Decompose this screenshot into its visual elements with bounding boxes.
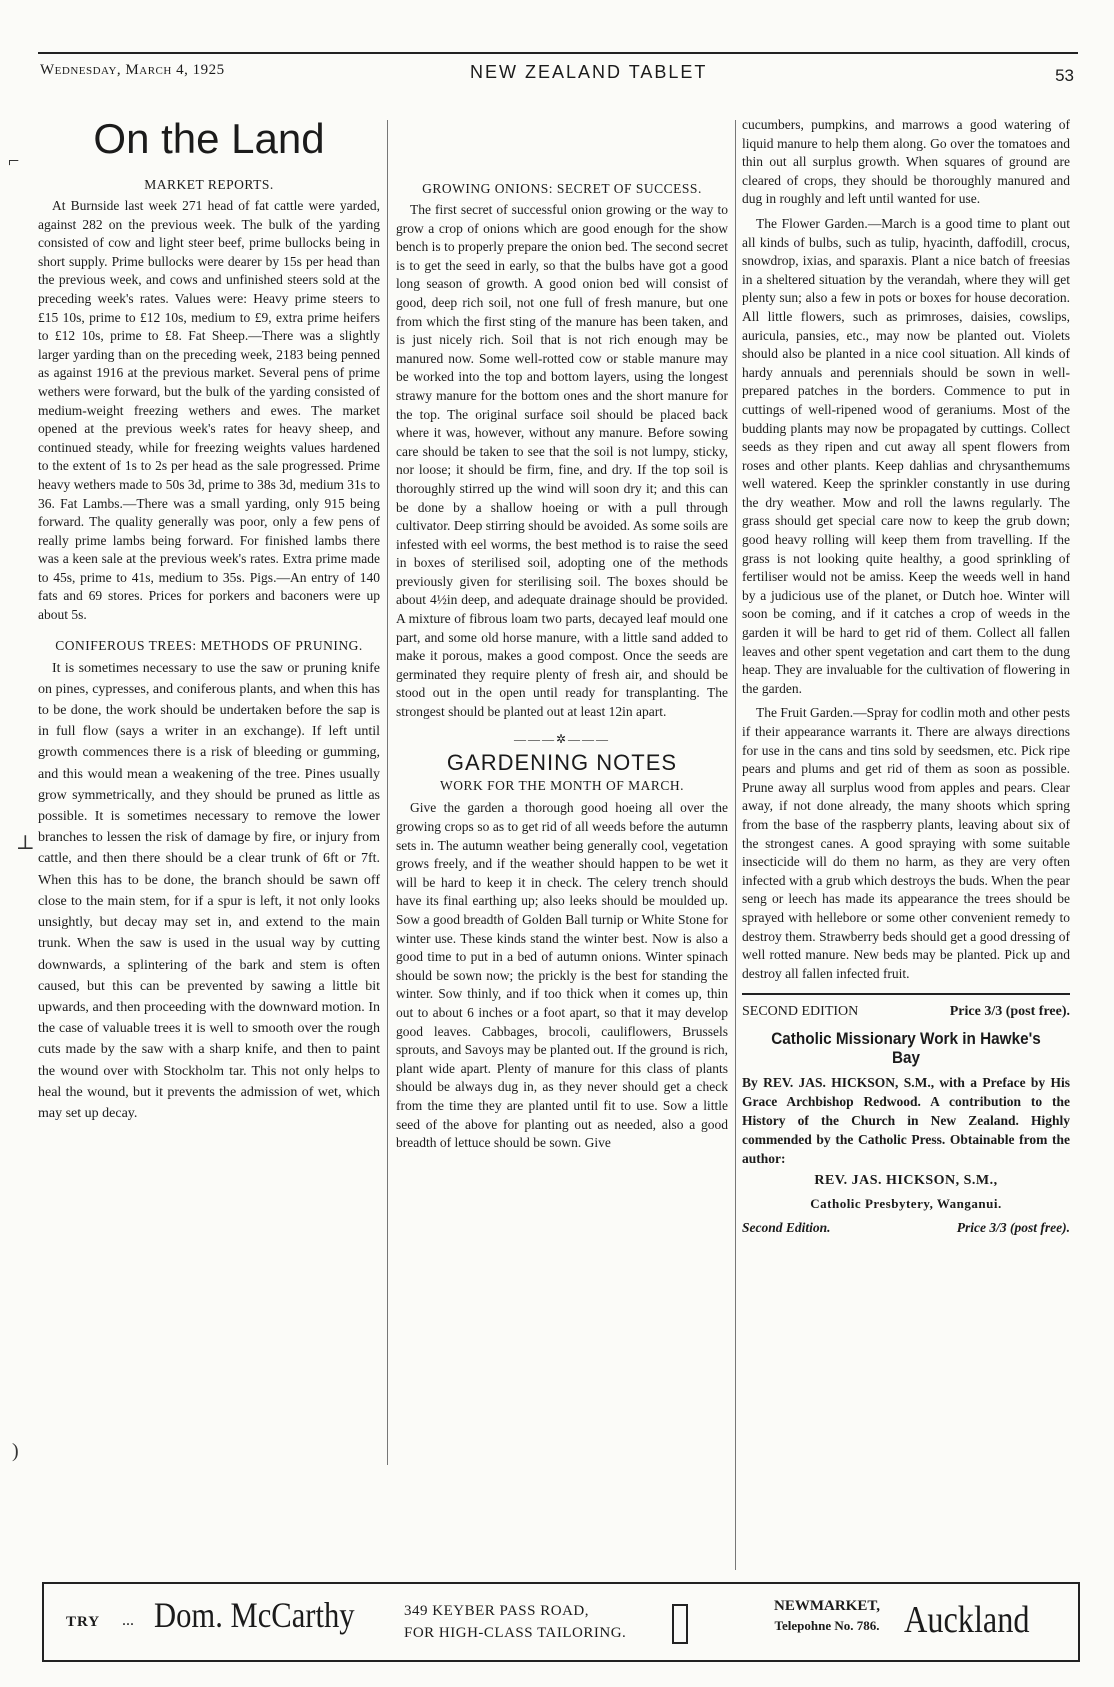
column-3 [742,116,1070,1238]
column-2 [396,116,728,1159]
column-rule-1 [387,120,388,1465]
banner-town-name: NEWMARKET, [774,1598,880,1614]
margin-mark-icon: ⌐ [8,150,20,172]
book-ad-edition-row [742,1003,1070,1022]
banner-address-line-1: 349 KEYBER PASS ROAD, [404,1603,589,1619]
newspaper-title: NEW ZEALAND TABLET [470,62,708,82]
banner-box-ornament [672,1604,688,1644]
page-number: 53 [1055,66,1074,85]
flower-garden-text: The Flower Garden.—March is a good time to plant out all kinds of bulbs, such as tulip, hyacinth, daffodill, crocus, snowdrop, ixias, and sparaxis. Plant a nice batch of freesias in a sheltered situation by the verandah, where they will get plenty sun; also a few in pots or boxes for house decoration. All little flowers, such as primroses, daisies, cowslips, auricula, pansies, etc., may now be planted out. Violets should also be planted in a nice cool situation. All kinds of hardy annuals and perennials should be sown in well-prepared patches in the borders. Commence to put in cuttings of well-ripened wood of geraniums. Most of the budding plants may now be propagated by cuttings. Collect seeds as they ripen and cut away all spent flowers from roses and other plants. Keep dahlias and chrysanthemums well watered. Keep the sprinkler constantly in use during the dry weather. Mow and roll the lawns regularly. The grass should get special care now to keep the grub down; good heavy rolling will keep them from travelling. If the grass is not looking quite healthy, a good sprinkling of fertiliser would not be amiss. Keep the weeds well in hand by a judicious use of the planet, or Dutch hoe. Winter will soon be coming, and if it catches a crop of weeds in the garden it will be hard to get rid of them. Collect all fallen leaves and other spent vegetation and cart them to the dung heap. They are invaluable for the cultivation of flowering in the garden. [742,215,1070,696]
gardening-subheading: WORK FOR THE MONTH OF MARCH. [439,777,685,793]
market-reports-text: At Burnside last week 271 head of fat cattle were yarded, against 282 on the previous week. The bulk of the yarding consisted of cow and light steer beef, prime bullocks being in short supply. Prime bullocks were dearer by 15s per head than the previous week, and cows and unfinished steers sold at the preceding week's rates. Values were: Heavy prime steers to £15 10s, prime to £12 10s, medium to £9, extra prime heifers to £12 10s, prime to £8. Fat Sheep.—There was a slightly larger yarding than on the preceding week, 2183 being penned as against 1916 at the previous market. Several pens of prime wethers were forward, but the bulk of the yarding consisted of medium-weight freezing wethers and ewes. The market opened at the previous week's rates for heavy sheep, and continued steady, while for freezing weights values hardened to the extent of 1s to 2s per head as the sale progressed. Prime heavy wethers made to 50s 3d, prime to 38s 3d, medium 31s to 36. Fat Lambs.—There was a small yarding, only 915 being forward. The quality generally was poor, only a few pens of really prime lambs being forward. For finished lambs there was a keen sale at the previous week's rates. Extra prime made to 45s, prime to 41s, medium to 35s. Pigs.—An entry of 140 fats and 69 stores. Prices for porkers and baconers were up about 5s. [38,198,380,623]
banner-phone: Telepohne No. 786. [774,1618,880,1633]
banner-city: Auckland [904,1599,1030,1641]
banner-address-line-2: FOR HIGH-CLASS TAILORING. [404,1625,627,1641]
vegetable-continued-text: cucumbers, pumpkins, and marrows a good watering of liquid manure to help them along. Go over the tomatoes and thin out all surplus growth. When squares of ground are cleared of crops, they should be thoroughly manured and dug in roughly and left until wanted for use. [742,117,1070,207]
section-title: On the Land [93,115,325,162]
fruit-garden-text: The Fruit Garden.—Spray for codlin moth and other pests if their appearance warrants it. There are always directions for use in the cans and tins sold by seedsmen, etc. Pick ripe pears and plums and get rid of them as soon as possible. Prune away all surplus wood from apples and pears. Clear away, if not done already, the many shoots which spring from the base of the raspberry plants, leaving about six of the strongest canes. A good spraying with some suitable insecticide will do them no harm, as they are very often infected with a grub which destroys the buds. When the pear seng or leech has made its appearance the trees should be sprayed with hellebore or some other convenient remedy to destroy them. Strawberry beds should get a good dressing of well rotted manure. New beds may be planted. Pick up and destroy all fallen infected fruit. [742,705,1070,981]
book-ad-body: By REV. JAS. HICKSON, S.M., with a Preface by His Grace Archbishop Redwood. A contribution to the History of the Church in New Zealand. Highly commended by the Catholic Press. Obtainable from the author: [742,1075,1070,1167]
banner-name: Dom. McCarthy [154,1595,355,1635]
coniferous-heading: CONIFEROUS TREES: METHODS OF PRUNING. [55,637,363,653]
page-header [38,40,1078,96]
tailor-advertisement [42,1582,1080,1662]
book-author: REV. JAS. HICKSON, S.M., [814,1173,998,1189]
onions-text: The first secret of successful onion growing or the way to grow a crop of onions which are good enough for the show bench is to properly prepare the onion bed. The second secret is to get the seed in early, so that the bulbs have got a good long season of growth. A good onion bed will consist of good, deep rich soil, not one full of fresh manure, but one from which the first sting of the manure has been taken, and is just nicely rich. Soil that is not rich enough may be manured now. Some well-rotted cow or stable manure may be worked into the top and bottom layers, using the longest strawy manure for the bottom ones and the short manure for the top. The original surface soil should be placed back where it was, however, without any manure. Before sowing care should be taken to see that the soil is not lumpy, sticky, nor loose; it should be firm, fine, and dry. If the top soil is thoroughly stirred up the wind will soon dry it; and this can be done by a shallow hoeing or with a pull through cultivator. Deep stirring should be avoided. As some soils are infested with eel worms, the best method is to raise the seed in boxes of sterilised soil, adopting one of the methods previously given for sterilising soil. The boxes should be about 4½in deep, and adequate drainage should be provided. A mixture of fibrous loam two parts, decayed leaf mould one part, and some old horse manure, with a little sand added to make it porous, makes a good compost. Once the seeds are germinated they require plenty of fresh air, and should be stood out in the open until ready for transplanting. The strongest should be planted out at least 12in apart. [396,202,728,720]
column-1 [38,116,380,1130]
banner-town [774,1596,880,1636]
banner-address [404,1600,626,1644]
price-label: Price 3/3 (post free). [949,1004,1070,1020]
market-reports-heading: MARKET REPORTS. [144,177,274,192]
margin-mark-icon: ⊥ [16,832,35,854]
second-edition-label: Second Edition. [742,1220,831,1236]
coniferous-text: It is sometimes necessary to use the saw or pruning knife on pines, cypresses, and coniferous plants, and when this has to be done, the work should be undertaken before the sap is in full flow (says a writer in an exchange). If left until growth commences there is a risk of bleeding or gumming, and this would mean a weakening of the tree. Pines usually grow symmetrically, and they should be pruned as little as possible. It is sometimes necessary to remove the lower branches to lessen the risk of damage by fire, or injury from cattle, and then there should be a clear trunk of 6ft or 7ft. When this has to be done, the branch should be sawn off close to the main stem, for if a spur is left, it not only looks unsightly, but decay may set in, and extend to the main trunk. When the saw is used in the usual way by cutting downwards, a splintering of the bark and stem is often caused, but this can be prevented by sawing a little bit upwards, and then proceeding with the downward motion. In the case of valuable trees it is well to smooth over the rough cuts made by the saw with a sharp knife, and then to paint the wound over with Stockholm tar. This not only helps to heal the wound, but it prevents the admission of wet, which may set up decay. [38,660,380,1121]
author-address: Catholic Presbytery, Wanganui. [810,1195,1002,1211]
section-divider: ———✲——— [513,731,611,746]
banner-dots: ... [122,1612,134,1629]
book-title: Catholic Missionary Work in Hawke's Bay [771,1028,1041,1067]
gardening-text: Give the garden a thorough good hoeing all over the growing crops so as to get rid of all weeds before the autumn sets in. The autumn weather being generally cool, vegetation grows freely, and if the weather should happen to be wet it will be hard to keep it in check. The celery trench should have its final earthing up; also leeks should be moulded up. Sow a good breadth of Golden Ball turnip or White Stone for winter use. These kinds stand the winter best. Now is also a good time to put in a bed of autumn onions. Winter spinach should be sown now; the prickly is the best for standing the winter. Sow thinly, and if too thick when it comes up, thin out to about 6 inches or a foot apart, so that it may develop good leaves. Cabbages, brocoli, cauliflowers, Brussels sprouts, and Savoys may be planted out. If the ground is rich, plant wide apart. Plenty of manure for this class of plants should be always dug in, as they never should get a check from the time they are planted until fit to use. Sow a little seed of the above for planting out as needed, also a good breadth of lettuce should be sown. Give [396,800,728,1151]
issue-date: Wednesday, March 4, 1925 [40,62,225,78]
header-rule [38,52,1078,54]
ad-rule [742,993,1070,995]
column-rule-2 [735,120,736,1570]
book-ad-footer [742,1219,1070,1238]
margin-mark-icon: ) [12,1440,19,1462]
banner-try: TRY [66,1614,101,1630]
edition-label: SECOND EDITION [742,1004,859,1020]
second-price-label: Price 3/3 (post free). [956,1220,1070,1236]
gardening-notes-heading: GARDENING NOTES [446,750,678,776]
onions-heading: GROWING ONIONS: SECRET OF SUCCESS. [422,181,702,196]
